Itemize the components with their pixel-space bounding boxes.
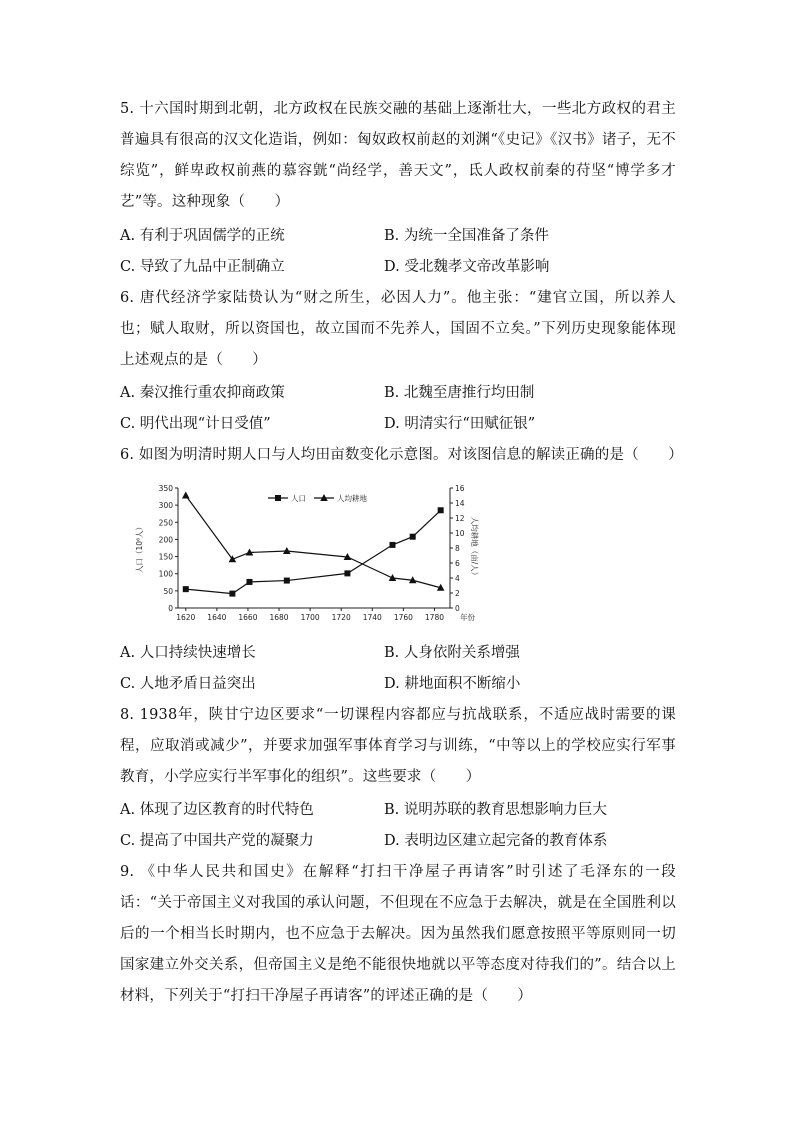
series-line-population [186, 510, 441, 593]
question-6a-options-row-2 [120, 409, 680, 440]
question-6b-options-row-1 [120, 638, 680, 669]
farmland-point [389, 574, 397, 581]
question-8-stem: 8. 1938年，陕甘宁边区要求“一切课程内容都应与抗战联系，不适应战时需要的课程，应取消或减少”，并要求加强军事体育学习与训练，“中等以上的学校应实行军事教育，小学应实行半军事化的组织”。这些要求（ ） [120, 707, 676, 785]
x-tick-label: 1720 [331, 613, 351, 622]
question-6a-option-a[interactable]: A. 秦汉推行重农抑商政策 [120, 385, 285, 401]
population-point [344, 570, 350, 576]
x-tick-label: 1780 [424, 613, 445, 622]
question-5-option-c[interactable]: C. 导致了九品中正制确立 [120, 259, 285, 275]
question-8-option-d[interactable]: D. 表明边区建立起完备的教育体系 [384, 833, 608, 849]
x-axis-unit: 年份 [460, 613, 475, 622]
question-5-option-b[interactable]: B. 为统一全国准备了条件 [384, 228, 549, 244]
series-line-farmland [186, 496, 441, 588]
y-left-tick-label: 50 [163, 586, 173, 596]
legend-farmland-label: 人均耕地 [337, 494, 367, 503]
legend-population-marker [275, 495, 281, 501]
y-right-tick-label: 16 [455, 484, 465, 493]
question-6a-stem: 6. 唐代经济学家陆贽认为“财之所生，必因人力”。他主张：“建官立国，所以养人也；赋人取财，所以资国也，故立国而不先养人，国固不立矣。”下列历史现象能体现上述观点的是（ ） [120, 290, 676, 368]
chart-legend [268, 493, 367, 503]
y-left-tick-label: 100 [158, 569, 173, 579]
question-5-options-row-1 [120, 221, 680, 252]
chart-series [182, 492, 445, 597]
question-5-options-row-2 [120, 252, 680, 283]
farmland-point [182, 492, 190, 499]
x-tick-label: 1620 [176, 613, 196, 622]
question-5-option-d[interactable]: D. 受北魏孝文帝改革影响 [384, 259, 550, 275]
population-point [284, 578, 290, 584]
question-8-option-a[interactable]: A. 体现了边区教育的时代特色 [120, 802, 314, 818]
y-left-axis-label: 人口（10⁶人） [135, 522, 144, 574]
y-right-tick-label: 14 [455, 499, 465, 508]
question-6a-options-row-1 [120, 378, 680, 409]
y-left-tick-label: 200 [158, 535, 173, 545]
question-9-stem: 9. 《中华人民共和国史》在解释“打扫干净屋子再请客”时引述了毛泽东的一段话：“关于帝国主义对我国的承认问题，不但现在不应急于去解决，就是在全国胜利以后的一个相当长时期内，也不应急于去解决。因为虽然我们愿意按照平等原则同一切国家建立外交关系，但帝国主义是绝不能很快地就以平等态度对待我们的”。结合以上材料，下列关于“打扫干净屋子再请客”的评述正确的是（ ） [120, 864, 676, 1004]
question-8-options-row-1 [120, 795, 680, 826]
population-farmland-chart [128, 478, 488, 628]
y-right-tick-label: 0 [455, 604, 460, 613]
question-6b-option-c[interactable]: C. 人地矛盾日益突出 [120, 676, 256, 692]
x-tick-label: 1740 [362, 613, 382, 622]
question-6b-option-b[interactable]: B. 人身依附关系增强 [384, 645, 520, 661]
question-6b-stem: 6. 如图为明清时期人口与人均田亩数变化示意图。对该图信息的解读正确的是（ ） [120, 447, 683, 463]
y-left-tick-label: 0 [168, 604, 173, 613]
y-right-tick-label: 10 [455, 529, 465, 538]
y-left-tick-label: 250 [158, 518, 173, 528]
question-5-option-a[interactable]: A. 有利于巩固儒学的正统 [120, 228, 285, 244]
y-right-tick-label: 6 [455, 559, 460, 568]
y-right-tick-label: 12 [455, 514, 465, 523]
y-right-tick-label: 2 [455, 589, 460, 598]
y-right-tick-label: 8 [455, 544, 460, 553]
question-8-option-c[interactable]: C. 提高了中国共产党的凝聚力 [120, 833, 314, 849]
question-6b-option-d[interactable]: D. 耕地面积不断缩小 [384, 676, 521, 692]
y-left-tick-label: 300 [158, 501, 173, 511]
x-tick-label: 1760 [393, 613, 413, 622]
farmland-point [283, 547, 291, 554]
y-right-tick-label: 4 [455, 574, 460, 583]
x-tick-label: 1640 [207, 613, 227, 622]
question-6a-option-c[interactable]: C. 明代出现“计日受值” [120, 416, 271, 432]
population-point [389, 542, 395, 548]
population-point [229, 591, 235, 597]
x-tick-label: 1660 [238, 613, 258, 622]
population-point [438, 507, 444, 513]
population-point [246, 579, 252, 585]
x-tick-label: 1680 [269, 613, 289, 622]
y-right-axis-label: 人均耕地（亩/人） [470, 516, 479, 580]
question-6b-options-row-2 [120, 669, 680, 700]
question-6a-option-d[interactable]: D. 明清实行“田赋征银” [384, 416, 536, 432]
question-6b-option-a[interactable]: A. 人口持续快速增长 [120, 645, 256, 661]
question-8-options-row-2 [120, 826, 680, 857]
question-5-stem: 5. 十六国时期到北朝，北方政权在民族交融的基础上逐渐壮大，一些北方政权的君主普遍具有很高的汉文化造诣，例如：匈奴政权前赵的刘渊“《史记》《汉书》诸子，无不综览”，鲜卑政权前燕的慕容皝“尚经学，善天文”，氐人政权前秦的苻坚“博学多才艺”等。这种现象（ ） [120, 101, 676, 210]
question-6a-option-b[interactable]: B. 北魏至唐推行均田制 [384, 385, 535, 401]
population-point [410, 534, 416, 540]
population-point [183, 586, 189, 592]
y-left-tick-label: 150 [158, 552, 173, 562]
y-left-tick-label: 350 [158, 484, 173, 493]
question-8-option-b[interactable]: B. 说明苏联的教育思想影响力巨大 [384, 802, 607, 818]
legend-population-label: 人口 [291, 494, 306, 503]
x-tick-label: 1700 [300, 613, 320, 622]
